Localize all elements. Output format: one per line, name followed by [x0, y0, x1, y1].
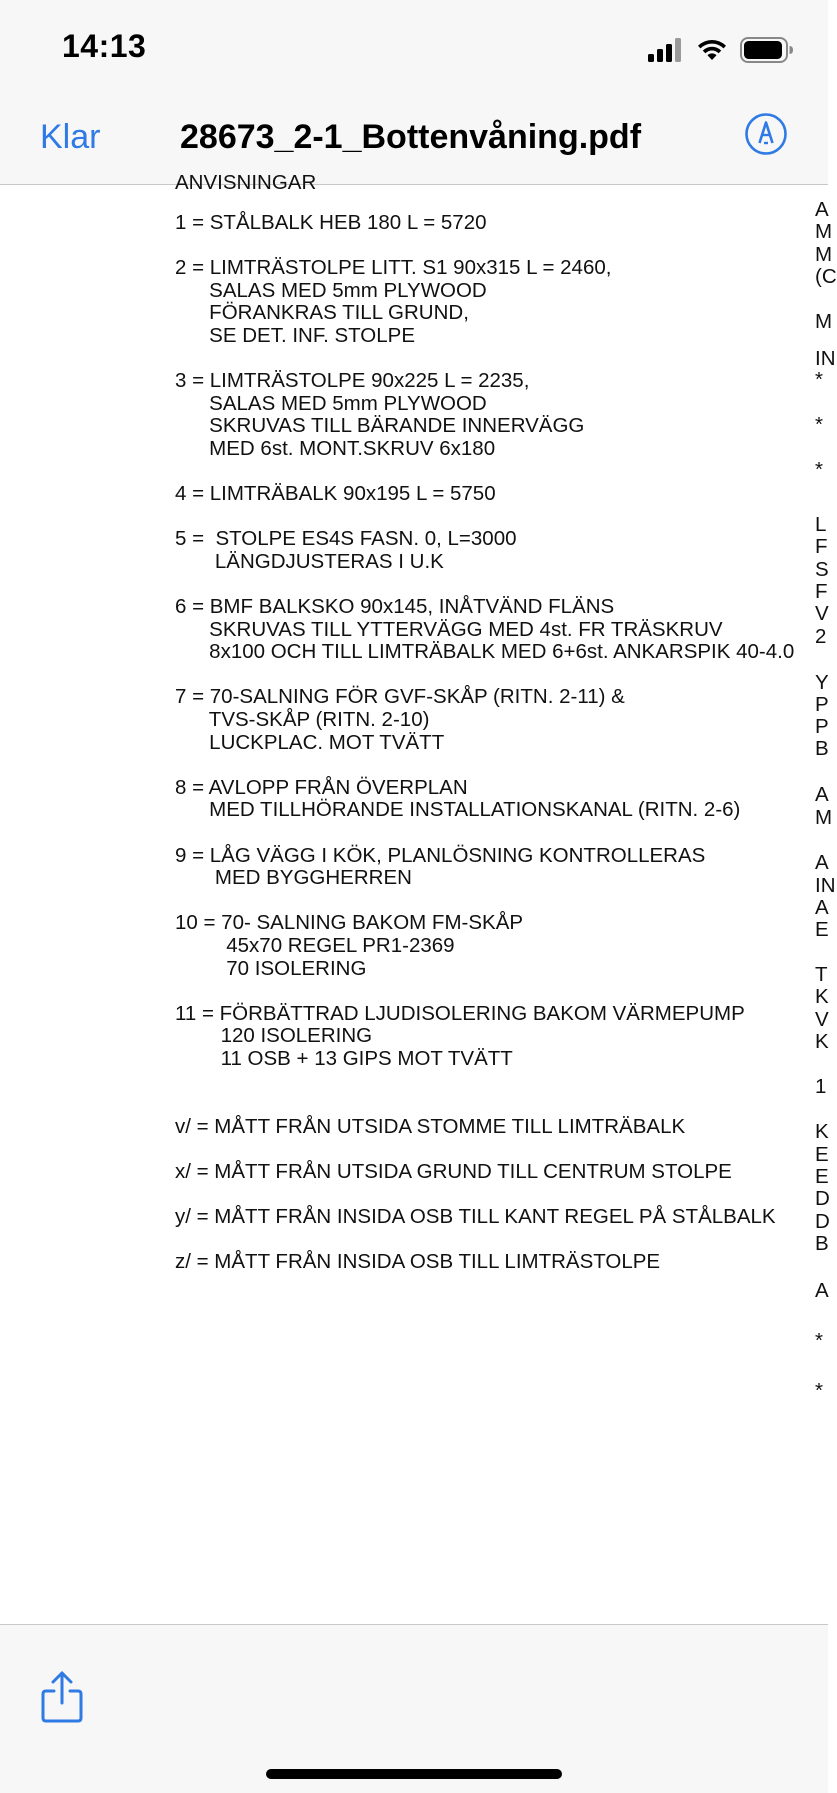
right-column-fragment: IN [815, 347, 836, 370]
share-icon[interactable] [38, 1669, 86, 1725]
document-line: 6 = BMF BALKSKO 90x145, INÅTVÄND FLÄNS [175, 595, 615, 619]
document-blank-line [175, 890, 825, 913]
right-column-fragment: * [815, 413, 823, 436]
document-line: LUCKPLAC. MOT TVÄTT [175, 730, 445, 754]
right-column-fragment: P [815, 715, 829, 738]
right-column-fragment: F [815, 535, 828, 558]
right-column-fragment: 2 [815, 625, 827, 648]
pdf-page-view[interactable] [0, 171, 837, 1624]
right-column-fragment: D [815, 1210, 830, 1233]
document-line: 5 = STOLPE ES4S FASN. 0, L=3000 [175, 527, 517, 551]
right-column-fragment: A [815, 851, 829, 874]
right-column-fragment: P [815, 693, 829, 716]
document-line: x/ = MÅTT FRÅN UTSIDA GRUND TILL CENTRUM STOLPE [175, 1159, 732, 1183]
document-line: SE DET. INF. STOLPE [175, 323, 415, 347]
wifi-icon [696, 38, 728, 62]
navigation-bar [0, 88, 828, 185]
document-blank-line [175, 1138, 825, 1161]
document-line: 10 = 70- SALNING BAKOM FM-SKÅP [175, 911, 524, 935]
right-column-fragment: E [815, 1143, 829, 1166]
document-blank-line [175, 506, 825, 529]
right-column-fragment: A [815, 783, 829, 806]
right-column-fragment: * [815, 368, 823, 391]
document-line: SKRUVAS TILL BÄRANDE INNERVÄGG [175, 414, 585, 438]
document-blank-line [175, 574, 825, 597]
document-line: 8 = AVLOPP FRÅN ÖVERPLAN [175, 775, 468, 799]
right-column-fragment: M [815, 310, 833, 333]
document-line: 3 = LIMTRÄSTOLPE 90x225 L = 2235, [175, 369, 530, 393]
document-heading: ANVISNINGAR [175, 171, 317, 194]
right-column-fragment: F [815, 580, 828, 603]
right-column-fragment: D [815, 1187, 830, 1210]
right-column-fragment: * [815, 1379, 823, 1402]
document-line: 9 = LÅG VÄGG I KÖK, PLANLÖSNING KONTROLLERAS [175, 843, 706, 867]
right-column-fragment: A [815, 896, 829, 919]
document-line: v/ = MÅTT FRÅN UTSIDA STOMME TILL LIMTRÄBALK [175, 1114, 686, 1138]
document-line: z/ = MÅTT FRÅN INSIDA OSB TILL LIMTRÄSTOLPE [175, 1250, 661, 1274]
document-line: FÖRANKRAS TILL GRUND, [175, 301, 469, 325]
document-line: SALAS MED 5mm PLYWOOD [175, 391, 487, 415]
right-column-fragment: K [815, 1120, 829, 1143]
document-line: 11 = FÖRBÄTTRAD LJUDISOLERING BAKOM VÄRMEPUMP [175, 1001, 745, 1025]
document-line: TVS-SKÅP (RITN. 2-10) [175, 708, 430, 732]
document-line: 2 = LIMTRÄSTOLPE LITT. S1 90x315 L = 2460, [175, 256, 612, 280]
right-column-fragment: A [815, 1279, 829, 1302]
document-blank-line [175, 822, 825, 845]
right-column-fragment: V [815, 602, 829, 625]
document-blank-line [175, 1229, 825, 1252]
right-column-fragment: M [815, 243, 833, 266]
right-column-fragment: B [815, 1232, 829, 1255]
document-blank-line [175, 664, 825, 687]
document-line: SALAS MED 5mm PLYWOOD [175, 278, 487, 302]
document-line: MED BYGGHERREN [175, 866, 412, 890]
document-line: 70 ISOLERING [175, 956, 367, 980]
document-blank-line [175, 1071, 825, 1094]
right-column-fragment: V [815, 1008, 829, 1031]
right-column-fragment: A [815, 198, 829, 221]
document-blank-line [175, 348, 825, 371]
document-blank-line [175, 754, 825, 777]
right-column-fragment: (C [815, 265, 837, 288]
right-column-fragment: E [815, 918, 829, 941]
document-line: SKRUVAS TILL YTTERVÄGG MED 4st. FR TRÄSKRUV [175, 617, 723, 641]
document-line: 7 = 70-SALNING FÖR GVF-SKÅP (RITN. 2-11) & [175, 685, 625, 709]
document-title: 28673_2-1_Bottenvåning.pdf [180, 118, 642, 156]
bottom-toolbar [0, 1624, 828, 1793]
document-blank-line [175, 980, 825, 1003]
document-blank-line [175, 458, 825, 484]
done-button[interactable]: Klar [40, 118, 101, 156]
document-line: 8x100 OCH TILL LIMTRÄBALK MED 6+6st. ANKARSPIK 40-4.0 [175, 640, 795, 664]
document-line: 120 ISOLERING [175, 1024, 373, 1048]
right-column-fragment: B [815, 737, 829, 760]
right-column-fragment: L [815, 513, 827, 536]
document-line: 11 OSB + 13 GIPS MOT TVÄTT [175, 1046, 513, 1070]
document-line: 45x70 REGEL PR1-2369 [175, 934, 455, 957]
right-column-fragment: M [815, 806, 833, 829]
document-blank-line [175, 1184, 825, 1207]
right-column-fragment: * [815, 458, 823, 481]
right-column-fragment: E [815, 1165, 829, 1188]
document-line: y/ = MÅTT FRÅN INSIDA OSB TILL KANT REGEL PÅ STÅLBALK [175, 1205, 776, 1229]
right-column-fragment: S [815, 558, 829, 581]
document-line: 1 = STÅLBALK HEB 180 L = 5720 [175, 211, 487, 234]
right-column-fragment: 1 [815, 1075, 827, 1098]
status-icons [648, 34, 794, 66]
status-time: 14:13 [62, 28, 147, 64]
status-bar [0, 0, 828, 88]
home-indicator [266, 1769, 562, 1779]
document-line: LÄNGDJUSTERAS I U.K [175, 549, 444, 573]
right-column-fragment: K [815, 985, 829, 1008]
right-column-fragment: * [815, 1329, 823, 1352]
right-column-fragment: Y [815, 671, 829, 694]
document-line: MED 6st. MONT.SKRUV 6x180 [175, 436, 496, 460]
document-body-text [175, 212, 825, 1274]
document-blank-line [175, 1093, 825, 1116]
right-column-fragment: IN [815, 874, 836, 897]
right-column-fragment: K [815, 1030, 829, 1053]
document-blank-line [175, 235, 825, 258]
right-column-fragment: T [815, 963, 828, 986]
document-line: 4 = LIMTRÄBALK 90x195 L = 5750 [175, 482, 496, 506]
battery-icon [740, 37, 794, 63]
markup-pen-icon[interactable] [744, 112, 788, 156]
cellular-signal-icon [648, 38, 684, 62]
right-column-fragment: M [815, 220, 833, 243]
document-line: MED TILLHÖRANDE INSTALLATIONSKANAL (RITN. 2-6) [175, 798, 741, 822]
